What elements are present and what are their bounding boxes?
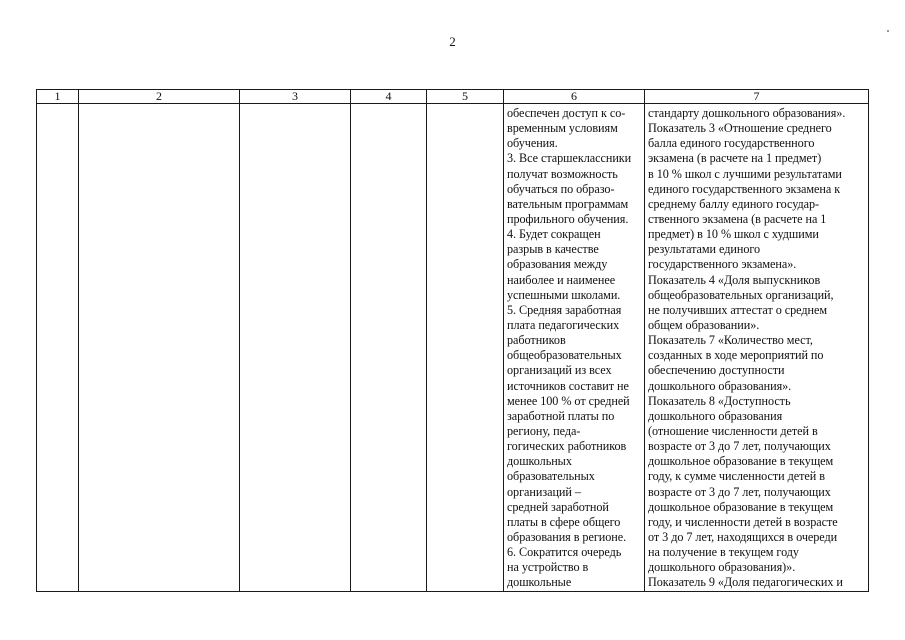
text-line: 3. Все старшеклассники [507, 151, 632, 166]
text-line: Показатель 7 «Количество мест, [648, 333, 813, 348]
text-line: ственного экзамена (в расчете на 1 [648, 211, 827, 226]
text-line: (отношение численности детей в [648, 423, 818, 438]
text-line: менее 100 % от средней [507, 393, 630, 408]
text-line: стандарту дошкольного образования». [648, 106, 846, 120]
text-line: Показатель 9 «Доля педагогических и [648, 575, 843, 590]
text-line: не получивших аттестат о среднем [648, 302, 828, 317]
text-line: на устройство в [507, 560, 589, 575]
text-line: государственного экзамена». [648, 257, 797, 272]
text-line: 5. Средняя заработная [507, 302, 622, 317]
scan-speck [887, 30, 889, 32]
text-line: общеобразовательных [507, 348, 622, 363]
text-line: дошкольное образование в текущем [648, 499, 834, 514]
text-line: источников составит не [507, 378, 629, 393]
text-line: Показатель 3 «Отношение среднего [648, 121, 832, 136]
text-line: на получение в текущем году [648, 545, 799, 560]
cell-col-3 [240, 104, 351, 592]
text-line: возрасте от 3 до 7 лет, получающих [648, 439, 831, 454]
text-line: образования между [507, 257, 608, 272]
text-line: получат возможность [507, 166, 618, 181]
column-header-2: 2 [79, 90, 240, 104]
text-line: в 10 % школ с лучшими результатами [648, 166, 842, 181]
text-line: экзамена (в расчете на 1 предмет) [648, 151, 822, 166]
text-line: дошкольного образования [648, 408, 783, 423]
text-line: образования в регионе. [507, 529, 627, 544]
text-line: средней заработной [507, 499, 609, 514]
expected-results-text [504, 104, 644, 591]
text-line: дошкольных [507, 454, 572, 469]
text-line: дошкольные [507, 575, 572, 590]
text-line: Показатель 8 «Доступность [648, 393, 791, 408]
column-header-6: 6 [504, 90, 645, 104]
column-header-4: 4 [351, 90, 427, 104]
text-line: созданных в ходе мероприятий по [648, 348, 824, 363]
column-header-3: 3 [240, 90, 351, 104]
text-line: обеспечению доступности [648, 363, 785, 378]
text-line: временным условиям [507, 121, 618, 136]
text-line: организаций – [507, 484, 581, 499]
text-line: профильного обучения. [507, 211, 629, 226]
text-line: вательным программам [507, 196, 629, 211]
cell-col-1 [37, 104, 79, 592]
text-line: разрыв в качестве [507, 242, 599, 257]
text-line: году, и численности детей в возрасте [648, 514, 838, 529]
text-line: среднему баллу единого государ- [648, 196, 820, 211]
column-header-7: 7 [645, 90, 869, 104]
text-line: общеобразовательных организаций, [648, 287, 834, 302]
text-line: плата педагогических [507, 317, 620, 332]
text-line: дошкольного образования». [648, 378, 792, 393]
cell-col-2 [79, 104, 240, 592]
text-line: результатами единого [648, 242, 761, 257]
text-line: возрасте от 3 до 7 лет, получающих [648, 484, 831, 499]
text-line: наиболее и наименее [507, 272, 616, 287]
text-line: обеспечен доступ к со- [507, 106, 626, 120]
text-line: Показатель 4 «Доля выпускников [648, 272, 821, 287]
text-line: работников [507, 333, 566, 348]
text-line: дошкольного образования)». [648, 560, 796, 575]
text-line: 4. Будет сокращен [507, 227, 601, 242]
text-line: успешными школами. [507, 287, 621, 302]
text-line: дошкольное образование в текущем [648, 454, 834, 469]
text-line: региону, педа- [507, 423, 581, 438]
text-line: обучаться по образо- [507, 181, 615, 196]
text-line: от 3 до 7 лет, находящихся в очереди [648, 529, 838, 544]
text-line: единого государственного экзамена к [648, 181, 841, 196]
cell-col-6 [504, 104, 645, 592]
column-header-1: 1 [37, 90, 79, 104]
page-number: 2 [449, 34, 456, 49]
table-row [37, 104, 869, 592]
text-line: предмет) в 10 % школ с худшими [648, 227, 819, 242]
text-line: организаций из всех [507, 363, 612, 378]
document-table [36, 89, 869, 592]
header-row [37, 90, 869, 104]
column-header-5: 5 [427, 90, 504, 104]
cell-col-7 [645, 104, 869, 592]
text-line: заработной платы по [507, 408, 615, 423]
indicators-text [645, 104, 868, 591]
text-line: году, к сумме численности детей в [648, 469, 825, 484]
cell-col-5 [427, 104, 504, 592]
text-line: гогических работников [507, 439, 627, 454]
text-line: платы в сфере общего [507, 514, 621, 529]
text-line: 6. Сократится очередь [507, 545, 622, 560]
cell-col-4 [351, 104, 427, 592]
text-line: балла единого государственного [648, 136, 815, 151]
text-line: общем образовании». [648, 317, 760, 332]
text-line: обучения. [507, 136, 558, 151]
text-line: образовательных [507, 469, 595, 484]
